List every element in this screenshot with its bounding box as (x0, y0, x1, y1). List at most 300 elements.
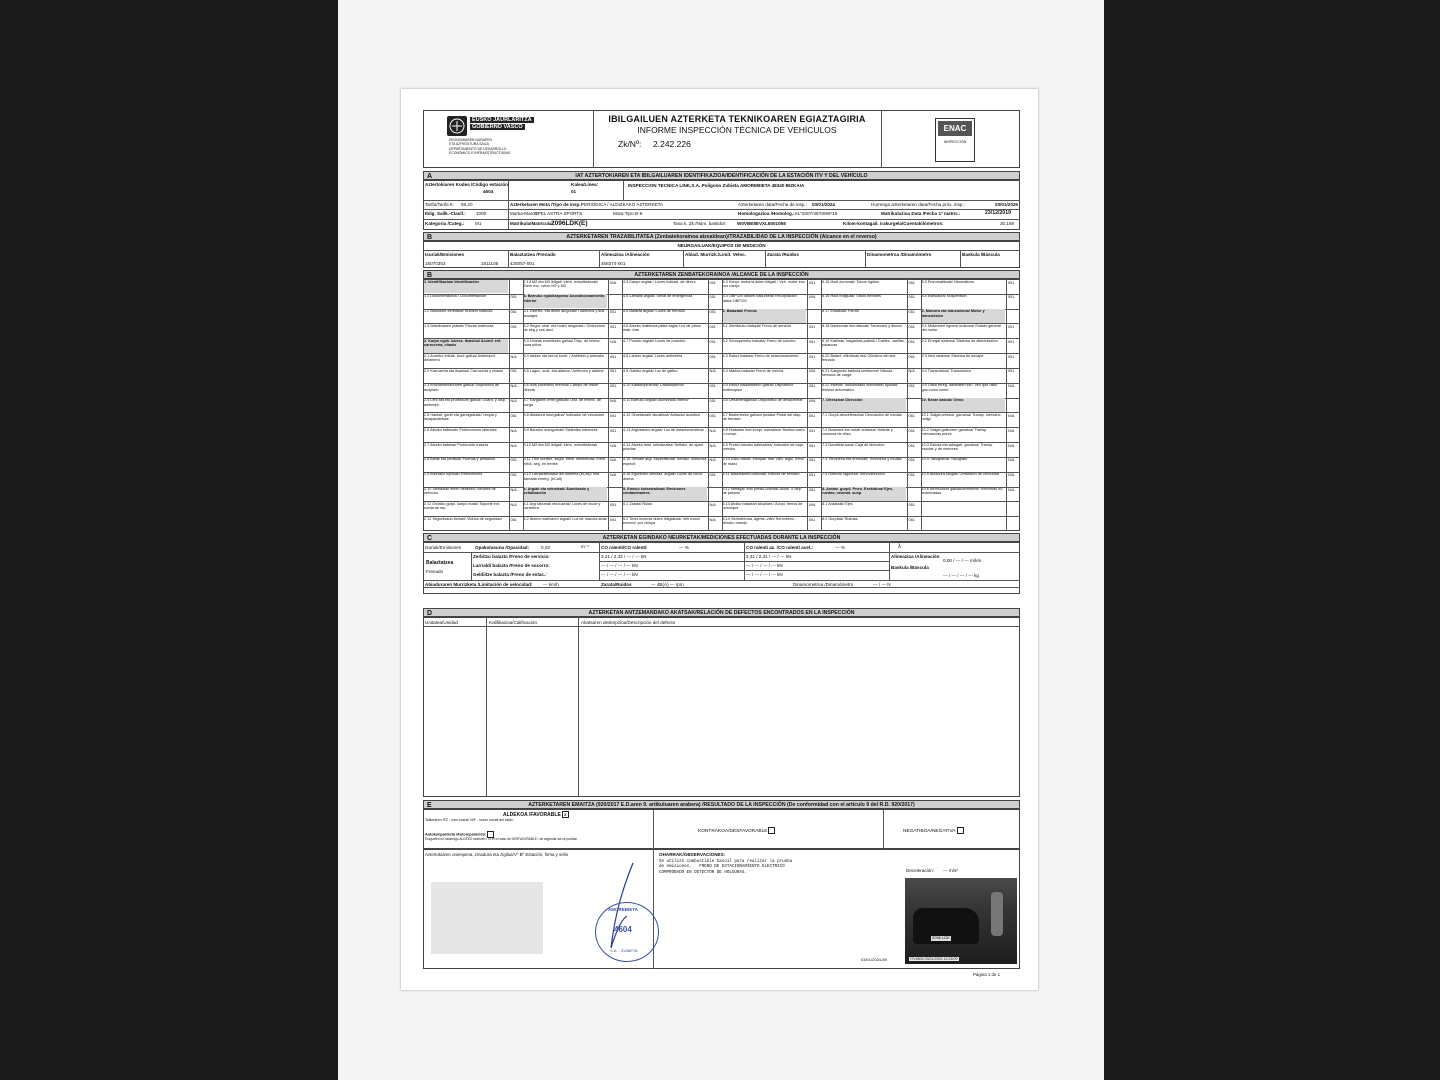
scope-item: 4.1 Argi laburrak eta luzeak/ Luces de cruce y carretera (523, 501, 601, 511)
scope-result: N/A (510, 502, 517, 507)
photo-plate: 2096 LDK (932, 935, 950, 940)
scope-item: 6.1 Zerbitzuko balazta/ Freno de servicio (722, 324, 792, 329)
braking-sub-label: Frenado (426, 569, 444, 574)
scope-result: N/A (709, 443, 716, 448)
scope-item: 9.5 Gasa erreg. darabilten ibil./ Veh que utiliz. gas como comb. (921, 383, 999, 392)
dept-line-2: ETA AZPIEGITURA SAILA (449, 142, 489, 146)
deceleration-value: --- m/s² (943, 868, 958, 873)
scope-item: 3.8 Abiadura neurgailua/ Indicador de velocidad (523, 413, 604, 417)
scope-item: 2.5 Hautsit, garbi eta garbigailuak/ Limpia y lavaparabrisas (424, 413, 497, 422)
scope-result: 051 (809, 443, 816, 448)
vehicle-photo (905, 878, 1017, 964)
scope-result: 051 (510, 324, 517, 329)
section-c-title: AZTERKETAN EGINDAKO NEURKETAK/MEDICIONES EFECTUADAS DURANTE LA INSPECCIÓN (602, 534, 841, 541)
brand-value: OPEL ASTRA SPORTS (534, 211, 583, 216)
scope-result: 051 (709, 324, 716, 329)
service-brake-front: 3,21 / 2,33 / --- / --- kN (601, 554, 647, 559)
scope-item: 6.19 Kableak, hagaxkak,palank./ Cables, varillas, palancas (822, 338, 905, 348)
model-label: Mota-Tipo: (613, 211, 635, 216)
scope-result: 051 (510, 458, 517, 463)
dept-line-1: EKONOMIAREN GARAPEN (449, 138, 492, 142)
noise-value: --- dB(A) --- rpm (651, 582, 684, 587)
scope-result: 051 (908, 502, 915, 507)
scope-item: 6.21 Karganko balbula sentsorea/ Válvula sensora de carga (822, 368, 893, 377)
braking-label: Balaztatzea (426, 560, 454, 566)
scope-result: N/A (1008, 443, 1015, 448)
scope-item (922, 502, 1006, 516)
scope-item: 2.2 Karrozeria eta itsasioa/ Carrocería y chasis (424, 368, 503, 373)
tariff-value: 59,20 (461, 202, 473, 207)
scope-result: N/A (510, 399, 517, 404)
basque-government-logo (447, 116, 467, 136)
odometer-label: Kilom-kontagail. irakurgela/Cuentakilómetros: (843, 221, 944, 226)
scope-item: 4.14 Atzeko irekt. seinaleztea/ Señaliz. de apert. puertas (623, 442, 705, 452)
page-indicator: Página 1 de 1 (973, 972, 1001, 977)
scope-item: 6.18 Danborrak eta diskoak/ Tambores y discos (822, 324, 902, 329)
self-repair-label: Autokonponketa /Autoreparación: (425, 831, 494, 838)
scope-item: 7. Direkzioa/ Dirección (822, 398, 906, 412)
scope-result: 051 (908, 339, 915, 344)
scope-result: 051 (610, 502, 617, 507)
odometer-value: 30.169 (1000, 221, 1015, 226)
next-inspection-date: 03/01/2026 (995, 202, 1018, 207)
scope-result: 051 (610, 310, 617, 315)
redacted-block (431, 882, 543, 954)
scope-result: N/A (809, 369, 816, 374)
scope-result: N/A (809, 502, 816, 507)
scope-item: 6.3 Eskuz balazta/ Freno de estacionamiento (722, 353, 799, 358)
scope-item: 7.2 Bolantea eta norab zutabea/ Volante y columna de direc. (822, 427, 893, 437)
scope-result: 051 (1008, 324, 1015, 329)
scope-item: 7.4 Timoneria eta errotulak/ Timonería y rótulas (822, 457, 902, 462)
section-e-title: AZTERKETAREN EMAITZA (920/2017 E.D.aren 9. artikuluaren arabera) /RESULTADO DE LA INSPECCIÓN (De conformidad con el artículo 9 del R.D. 920/2017) (528, 801, 915, 808)
scope-result: N/A (1008, 384, 1015, 389)
scope-item: 2.9 Atzerako ispiluak/ Retrovisores (424, 472, 483, 477)
scope-item: 6.22 Inbentz. doikuntzako automatik/ Ajustad. tensión automático (822, 383, 899, 392)
scope-result: 051 (709, 354, 716, 359)
stamp-date: 03/01/2024-89 (861, 957, 887, 962)
inspection-date: 03/01/2024 (812, 202, 835, 207)
scope-result: N/A (610, 473, 617, 478)
inspection-report-page (401, 89, 1038, 990)
dynamometer-value: --- / --- N (873, 582, 891, 587)
opacity-label: Opakotasuna /Opacidad: (475, 545, 530, 550)
unfavorable-checkbox (768, 827, 775, 834)
scope-item: 6.12 Metagai. edo presio-ontziak/ Acum. o dep. de presión (722, 487, 802, 496)
scope-item (922, 517, 1006, 531)
section-b-scope-header: B AZTERKETAREN ZENBATEKORAINOA /ALCANCE DE LA INSPECCIÓN (423, 270, 1020, 279)
scope-item: 2.6 Alboko babesak/ Protecciones laterales (424, 427, 497, 432)
lambda-label: λ (898, 544, 901, 550)
scope-item: 3.4 Iaskez eta lurrun kontr. / Antihielo y antivaho (523, 353, 605, 358)
stamp-bottom-text: S.A. - ZUBIETA (610, 948, 638, 953)
category-value: M1 (475, 221, 482, 226)
brand-label: Marka-Marco: (510, 211, 539, 216)
scope-item: 1.2 Bastidore zenbakia/ Número bastidor (424, 309, 493, 314)
scope-result: 051 (809, 473, 816, 478)
scope-item: 4.7 Posizio argiak/ Luces de posición (623, 338, 686, 343)
scope-result: N/A (1008, 458, 1015, 463)
scale-col-header: Baskula /Báscula (962, 252, 1000, 257)
parking-brake-label: Geldiitze balazta /Freno de estac.: (473, 572, 547, 577)
person-silhouette (991, 892, 1003, 936)
scope-result: 051 (908, 310, 915, 315)
next-inspection-label: Hurrengo azterketaren data/Fecha próx. insp.: (871, 202, 965, 207)
scope-item: 2.7 Atzeko babesa/ Protección trasera (424, 442, 489, 447)
scope-result: 051 (610, 413, 617, 418)
scope-item: 9. Motorra eta transmisioa/ Motor y transmisión (922, 309, 1006, 323)
alignment-device-1: 456374-001 (601, 261, 626, 266)
defects-grade-header: Kalifikazioa/Calificación (489, 620, 538, 625)
emergency-brake-rear: --- / --- / --- / --- kN (746, 563, 783, 568)
scope-item: 10.5 Abiadura Mugak/ Limitación de velocidad (921, 472, 999, 477)
scope-result: N/A (510, 384, 517, 389)
scope-result: N/A (709, 458, 716, 463)
negative-checkbox (957, 827, 964, 834)
scope-item: 6.20 Balazt. zilindroak eta/ Cilindros del sist. frenado (822, 353, 897, 363)
scope-result: N/A (510, 443, 517, 448)
scope-result: 051 (809, 413, 816, 418)
registration-date: 23/12/2019 (985, 210, 1011, 216)
speed-limit-value: --- km/h (543, 582, 559, 587)
co-idle-label: CO ralenti/CO ralentí: (601, 545, 648, 550)
scope-item: 9.1 Motoraren egoera orokorra/ Estado general del motor (921, 324, 1001, 333)
section-b-traceability-header: B AZTERKETAREN TRAZABILITATEA (Zenbatekorainoa atzealdean)/TRAZABILIDAD DE LA INSPECCIÓN (Alcance en el reverso) (423, 232, 1020, 241)
scope-item: 2. Karpo egok. karroz. itsasioa/ Acond. ext. carrocería, chasis (424, 339, 508, 353)
emissions-label: Isuriak/Emisiones (425, 545, 461, 550)
scope-result: 051 (1008, 339, 1015, 344)
co-high-label: CO ralenti az. /CO ralentí acel.: (746, 545, 813, 550)
report-number: 2.242.226 (653, 139, 691, 149)
scope-item: 3.1 Eserlek. eta ahien ainguratz./ Asientos y sus anclajes (523, 309, 605, 318)
scope-item: 2.4 Lehi bat eta proteksum gailua/ Guard. y disp. antiempt. (424, 398, 506, 407)
scope-result: 051 (709, 280, 716, 285)
model-value: B-K (635, 211, 643, 216)
favorable-checkbox: X (562, 811, 569, 818)
scope-result: 051 (709, 310, 716, 315)
scope-result: N/A (1008, 488, 1015, 493)
scope-result: N/A (809, 399, 816, 404)
scope-result: 051 (510, 473, 517, 478)
deceleration-label: Deceleración: (906, 868, 935, 873)
scope-result: 051 (908, 295, 915, 300)
scope-item: 2.12 Seguritasun beiraki/ Vidrios de seguridad (424, 516, 502, 521)
scope-result: 051 (1008, 295, 1015, 300)
co-idle-value: --- % (679, 545, 689, 550)
scope-result: N/A (610, 280, 617, 285)
dynamometer-label: Dinamometroa /Dinamómetro (793, 582, 854, 587)
section-a-title: IAT AZTERTOKIAREN ETA IBILGAILUAREN IDENTIFIKAZIOA/IDENTIFICACIÓN DE LA ESTACIÓN ITV Y DEL VEHÍCULO (575, 172, 868, 179)
scope-result: 051 (908, 443, 915, 448)
inspection-type-label: Azterketaren Mota /Tipo de insp.: (510, 202, 583, 207)
scope-result: N/A (709, 517, 716, 522)
vin-label: Taxa k. Zk./Núm. bastidor: (673, 221, 727, 226)
scope-result: 051 (610, 354, 617, 359)
emissions-device-2: 1811105 (481, 261, 499, 266)
scope-item: 10.3 Eskola eta adingab. garraioa/ Transp. escolar y de menores (921, 442, 994, 452)
scope-result: N/A (610, 443, 617, 448)
equipment-title: NEURGAILUAK/EQUIPOS DE MEDICIÓN (677, 243, 766, 248)
scope-item: 2.10 Seinaleak lehen deitzeko/ Señales de vehículo (424, 487, 496, 496)
scope-result: 051 (610, 517, 617, 522)
tariff-label: Tarifa/Tarifa €: (425, 202, 454, 207)
scope-item: 10.6 Berrikuntza galbakoemforme/ Reformas no autorizadas (921, 487, 1003, 496)
scope-item: 3.11 Tren kurtsibi. segur. elem. elektrikoak/ Elem. elect. seg. en trenes (523, 457, 607, 466)
scope-item: 8.3 Pneumatikoak/ Neumáticos (921, 279, 975, 284)
scope-item: 5. Emisio kutsatzaileak/ Emisiones contaminantes (623, 487, 707, 501)
scope-item: 5.2 Tenis motorra duten ibilgailuak/ Veh motor encend. por chispa (623, 516, 700, 526)
scope-item: 7.5 Direkzio laguntza/ Servodirección (822, 472, 885, 477)
scope-result: N/A (809, 295, 816, 300)
scope-item: 6.6 Deszeleragailua/ Dispositivo de desacelerar (722, 398, 803, 403)
dept-line-3: DEPARTAMENTO DE DESARROLLO (449, 147, 507, 151)
section-a-header: A IAT AZTERTOKIAREN ETA IBILGAILUAREN IDENTIFIKAZIOA/IDENTIFICACIÓN DE LA ESTACIÓN ITV Y DEL VEHÍCULO (423, 171, 1020, 180)
scope-result: N/A (908, 369, 915, 374)
service-brake-label: Zerbitzu balazta /Freno de servicio: (473, 554, 550, 559)
result-unfavorable-label: KONTRAKOA/DESFAVORABLE (698, 827, 775, 834)
inspection-date-label: Azterketaren data/Fecha de insp.: (738, 202, 807, 207)
scope-item: 4.5 Balazta argiak/ Luces de frenado (623, 309, 685, 314)
classification-value: 1000 (476, 211, 487, 216)
scope-result: N/A (610, 458, 617, 463)
brakes-device-1: 425057-001 (510, 261, 535, 266)
scope-result: 051 (610, 384, 617, 389)
scope-result: 051 (709, 413, 716, 418)
scope-item: 4.6 Atzeko matrikula-plaka argia/ Luz de placa matr. tras. (623, 324, 701, 333)
scope-result: 051 (1008, 280, 1015, 285)
line-number: 01 (571, 189, 577, 194)
scope-item: 4. Argiak eta seinaleak/ Alumbrado y señalización (524, 487, 608, 501)
scope-result: 051 (809, 488, 816, 493)
station-code: 4604 (483, 189, 494, 194)
defects-unit-header: Unitatea/Unidad (425, 620, 458, 625)
scope-item: 4.3 Kanpo argiak / Luces indicad. de direcc. (623, 279, 697, 284)
scope-result: N/A (1008, 473, 1015, 478)
scope-item: 8. Ardatz. gurpil. Pneu. Esekidura/ Ejes, ruedas, neumat. susp. (822, 487, 906, 501)
brakes-col-header: Balaztatzea /Frenado (510, 252, 556, 257)
scope-item: 4.2 Atzera martxaren argiak/ Luz de marcha atrás (523, 516, 607, 521)
scope-item: 2.13 M2 eta M3 ibilgail. elem. exkuribidezak/ Elem exc. vehíc M2 y M3 (523, 279, 599, 288)
scope-result: 051 (809, 324, 816, 329)
scope-result: 051 (908, 354, 915, 359)
scope-result: 051 (610, 428, 617, 433)
station-code-label: Aztertokiaren Kodea /Código estación: (425, 182, 510, 187)
parking-brake-rear: --- / --- / --- / --- kN (746, 572, 783, 577)
signature-label: Aztertokiaren oniespena, zinadura eta zigilua/Vº Bº Estación, firma y sello (425, 852, 569, 857)
scope-result: 051 (709, 384, 716, 389)
scope-result: 051 (1008, 354, 1015, 359)
alignment-value: 0,00 / --- / --- m/km (943, 558, 982, 563)
result-favorable-label: ALDEKOA /FAVORABLE X (503, 811, 569, 819)
title-spanish: INFORME INSPECCIÓN TÉCNICA DE VEHÍCULOS (637, 125, 837, 135)
section-e-header: E AZTERKETAREN EMAITZA (920/2017 E.D.aren 9. artikuluaren arabera) /RESULTADO DE LA INSPECCIÓN (De conformidad con el artículo 9 del R.D. 920/2017) (423, 800, 1020, 809)
scope-item: 8.2 Gurpilak/ Ruedas (822, 516, 858, 521)
scope-result: N/A (510, 428, 517, 433)
enac-sub: INSPECCIÓN (943, 140, 967, 144)
scope-item: 6. Balaztak/ Frenos (723, 309, 807, 323)
scope-item: 10.4 Takografoa/ Tacógrafo (921, 457, 968, 462)
scope-item: 6.5 Eskuz balaztatzeko gailua/ Dispositivo antibloqueo (722, 383, 794, 392)
scope-result: 051 (610, 369, 617, 374)
emergency-brake-front: --- / --- / --- / --- kN (601, 563, 638, 568)
observations-text: Se utilizó combustible Gasoil para realizar la prueba de emisiones. FRENO DE ESTACIONAMIENTO ELECTRICO COMPROBADO EN DETECTOR DE HOLGURAS. (659, 860, 793, 875)
parking-brake-front: --- / --- / --- / --- kN (601, 572, 638, 577)
scope-result: 051 (908, 517, 915, 522)
scope-item: 3.2 Segur. uhal. eta hoien ainguratz./ Cinturones de seg y sus ancl. (523, 324, 605, 333)
scope-item: 9.2 Erregai sistema/ Sistema de alimentación (921, 338, 998, 343)
scope-result: N/A (610, 339, 617, 344)
scope-item: 3. Barruko egokitzapena/ Acondicionamiento interior (524, 294, 608, 308)
scope-item: 2.8 Ateak eta pedalak/ Puertas y peldaños (424, 457, 496, 462)
vin-value: W0VBE8EVXL8001068 (737, 221, 786, 226)
scope-item: 6.11 Balaztaketa balbulak/ Válvula de frenado (722, 472, 800, 477)
section-d-title: AZTERKETAN ANTZEMANDAKO AKATSAK/RELACIÓN DE DEFECTOS ENCONTRADOS EN LA INSPECCIÓN (588, 609, 855, 616)
scope-result: 051 (709, 295, 716, 300)
scope-item: 4.11 Barruko argiak/ Alumbrado interior (623, 398, 689, 403)
scope-result: 051 (709, 399, 716, 404)
document-body (423, 110, 1020, 980)
scope-item: 5.3 Konpr. motorra duten ibilgail./ Veh. motor enc. por compr. (722, 279, 806, 288)
dept-line-4: ECONÓMICO E INFRAESTRUCTURAS (449, 151, 511, 155)
co-high-value: --- % (835, 545, 845, 550)
stamp-top-text: AMOREBIETA (608, 907, 638, 912)
self-repair-note: Eragozten ez hasierago ALDEKO ezartzen / Si en el caso de DESFAVORABLE / de segunda /as se podrian (425, 837, 578, 841)
scope-result: N/A (510, 488, 517, 493)
homologation-value: e1*2007/46*0096*19 (795, 211, 838, 216)
scope-item: 4.8 Lanbro argiak/ Luces antiniebla (623, 353, 683, 358)
scope-result: N/A (510, 354, 517, 359)
scope-item: 6.13 Atoiko balaztan akoplam./ Acopl. frenos de remolque (722, 501, 803, 511)
emergency-brake-label: Larrialdi balazta /Freno de socorro: (473, 563, 550, 568)
gov-name-eu: EUSKO JAURLARITZA (472, 117, 532, 123)
scale-label: Baskula /Báscula (891, 565, 929, 570)
scope-result: N/A (610, 399, 617, 404)
scope-result: N/A (709, 369, 716, 374)
plate-label: Matrikula/Matrícula: (510, 221, 554, 226)
scope-item: 1.3 Matrikularen plakak/ Placas matrícula (424, 324, 494, 329)
homologation-label: Homologazioa /Homolog.: (738, 211, 795, 216)
scope-item: 6.16 Hodi malguak/ Tubos flexibles (822, 294, 881, 299)
scope-item: 1.1 Dokumentazioa / Documentación (424, 294, 487, 299)
scope-result: 051 (908, 280, 915, 285)
scope-item: 4.16 Egunezko zirkulaz. argiak/ Luces de circul. diurna (623, 472, 704, 481)
report-number-label: Zk/Nº: (618, 139, 642, 149)
emissions-col-header: Isuriak/Emisiones (425, 252, 465, 257)
gov-name-es: GOBIERNO VASCO (472, 124, 523, 130)
workshop-label: Tailleraren IFZ - Izen sozial/ NIF - razón social del taller: (425, 818, 514, 822)
section-d-header: D AZTERKETAN ANTZEMANDAKO AKATSAK/RELACIÓN DE DEFECTOS ENCONTRADOS EN LA INSPECCIÓN (423, 608, 1020, 617)
scope-item: 10.1 Salgai arriskut. garraioa/ Transp. mercanc. peligr. (921, 413, 1002, 422)
scope-result: 051 (510, 369, 517, 374)
defects-table (423, 617, 1020, 797)
opacity-unit: m⁻¹ (581, 544, 589, 549)
scope-result: 051 (809, 280, 816, 285)
speed-col-header: Abiad. Murrizk./Limit. Veloc. (685, 252, 747, 257)
section-b-scope-title: AZTERKETAREN ZENBATEKORAINOA /ALCANCE DE LA INSPECCIÓN (634, 271, 809, 278)
scope-item: 3.9 Barruko mangureak/ Salientes interiores (523, 427, 598, 432)
scope-item: 3.10 M2 eta M3 ibilgail. elem. exkuribidezak (523, 442, 598, 447)
scope-result: 051 (709, 473, 716, 478)
scope-item: 7.3 Norabide-kaxa/ Caja de dirección (822, 442, 885, 447)
category-label: Kategoria /Categ.: (425, 221, 465, 226)
opacity-value: 0,03 (541, 545, 550, 550)
scope-item: 6.9 Presio baxuko adierazlea/ Indicador de baja presión (722, 442, 803, 452)
station-stamp (595, 902, 659, 962)
scope-item: 4.15 Seinale argi. espezifikoak/ Señaliz. luminosa específ. (623, 457, 707, 466)
scope-item: 5.1 Zarata/ Ruido (623, 501, 653, 506)
result-negative-label: NEGATIBOA/NEGATIVA (903, 827, 964, 834)
station-name: INSPECCION TECNICA LINK,S.A. Poligono Zubieta AMOREBIETA 48340 BIZKAIA (628, 183, 805, 188)
inspection-type: PERIODICA / ALDIZKAKO AZTERKETA (581, 202, 664, 207)
defects-description-header: Akatsaren deskripzioa/Descripción del defecto (581, 620, 676, 625)
scope-result: 051 (809, 517, 816, 522)
scope-result: 051 (510, 517, 517, 522)
enac-mark: ENAC (938, 121, 972, 136)
scope-result: 051 (809, 428, 816, 433)
scope-result: N/A (709, 428, 716, 433)
service-brake-rear: 3,31 / 2,31 / --- / --- kN (746, 554, 792, 559)
speed-limit-label: Abiaduraren Murrizketa /Limitación de velocidad: (425, 582, 533, 587)
noise-col-header: Zarata /Ruidos (767, 252, 799, 257)
scope-item: 9.4 Transmisioa/ Transmisión (921, 368, 971, 373)
scope-result: N/A (1008, 428, 1015, 433)
scope-item: 2.11 Ordaiko gurpi. kanpo euski/ Soporte ext. rueda de rep. (424, 501, 500, 511)
scope-result: 051 (1008, 369, 1015, 374)
scope-item: 3.6 Ikus zuzeneko eremua/ Campo de visión directa (523, 383, 599, 392)
scope-item: 7.1 Gurpil-deszelerazioa/ Desviación de ruedas (822, 413, 902, 417)
scope-result: 051 (809, 458, 816, 463)
scope-result: 051 (908, 413, 915, 418)
scale-value: --- / --- / --- / --- kg (943, 573, 979, 578)
scope-item: 5.4 OBFCM datuen irakurketa/ Recopilación datos OBFCM (722, 294, 797, 303)
scope-item: 6.7 Baztertzeko gailuko pedala/ Pedal del disp. de frenado (722, 413, 802, 422)
scope-item: 3.5 Lagun. sust. eta alarma / Antirrobo y alarma (523, 368, 604, 373)
scope-item: 6.15 Hodi zurrunak/ Tubos rígidos (822, 279, 879, 284)
registration-date-label: Matrikulazioa Data /Fecha 1ª matríc.: (881, 211, 961, 216)
title-basque: IBILGAILUEN AZTERKETA TEKNIKOAREN EGIAZTAGIRIA (608, 114, 866, 124)
scope-result: 051 (809, 354, 816, 359)
line-label: Kalea/Línea: (571, 182, 599, 187)
scope-item: 2.1 Aurreko ertzak. Aurk gailua/ Antiempot. delantero (424, 353, 496, 363)
section-b-traceability-title: AZTERKETAREN TRAZABILITATEA (Zenbatekorainoa atzealdean)/TRAZABILIDAD DE LA INSPECCIÓN (Alcance en el reverso) (566, 233, 877, 240)
scope-item: 8.4 Esekidura/ Suspensión (921, 294, 967, 299)
scope-item: 1. Identifikazioa/ Identificación (424, 280, 508, 294)
alignment-col-header: Alineazioa /Alineación (601, 252, 650, 257)
scope-result: 051 (809, 339, 816, 344)
section-c-header: C AZTERKETAN EGINDAKO NEURKETAK/MEDICIONES EFECTUADAS DURANTE LA INSPECCIÓN (423, 533, 1020, 542)
scope-result: 051 (510, 295, 517, 300)
scope-item: 3.7 Karganen erret gailuak/ Dist. de retenc. de carga (523, 398, 602, 407)
alignment-label: Alineazioa /Alineación (891, 554, 940, 559)
scope-item: 6.10 Esku balazt. emopail. eta/ Válv. regul. freno de mano (722, 457, 804, 466)
classification-label: Ibilg. Sailk.-Clasif.: (425, 211, 466, 216)
scope-result: 051 (510, 310, 517, 315)
scope-item: 3.12 Larrialdietarako dei sistema (eCall)/ Sist. llamada emerg. (eCall) (523, 472, 601, 481)
photo-caption: ITV4604 03/01/2024 10:25:09 (910, 957, 958, 961)
scope-item: 9.3 Ihes sistema/ Sistema de escape (921, 353, 984, 358)
left-dark-margin (0, 0, 338, 1080)
scope-result: 051 (510, 413, 517, 418)
dyno-col-header: Dinamometroa /Dinamómetro (867, 252, 932, 257)
scope-result: 051 (908, 324, 915, 329)
stamp-number: 4604 (614, 925, 632, 934)
scope-item: 4.12 Ohartarazle akustikoa/ Avisador acústico (623, 413, 700, 417)
enac-logo (935, 118, 975, 162)
scope-result: 051 (908, 458, 915, 463)
scope-item: 4.10 Katadioptrikoak/ Catadióptricos (623, 383, 684, 388)
scope-item: 2.3 Antzitamenduraren gailua/ Dispositivo de acoplam. (424, 383, 500, 392)
scope-item: 4.13 Argiztatuko argiak/ Luz de estacionamiento (623, 427, 704, 432)
